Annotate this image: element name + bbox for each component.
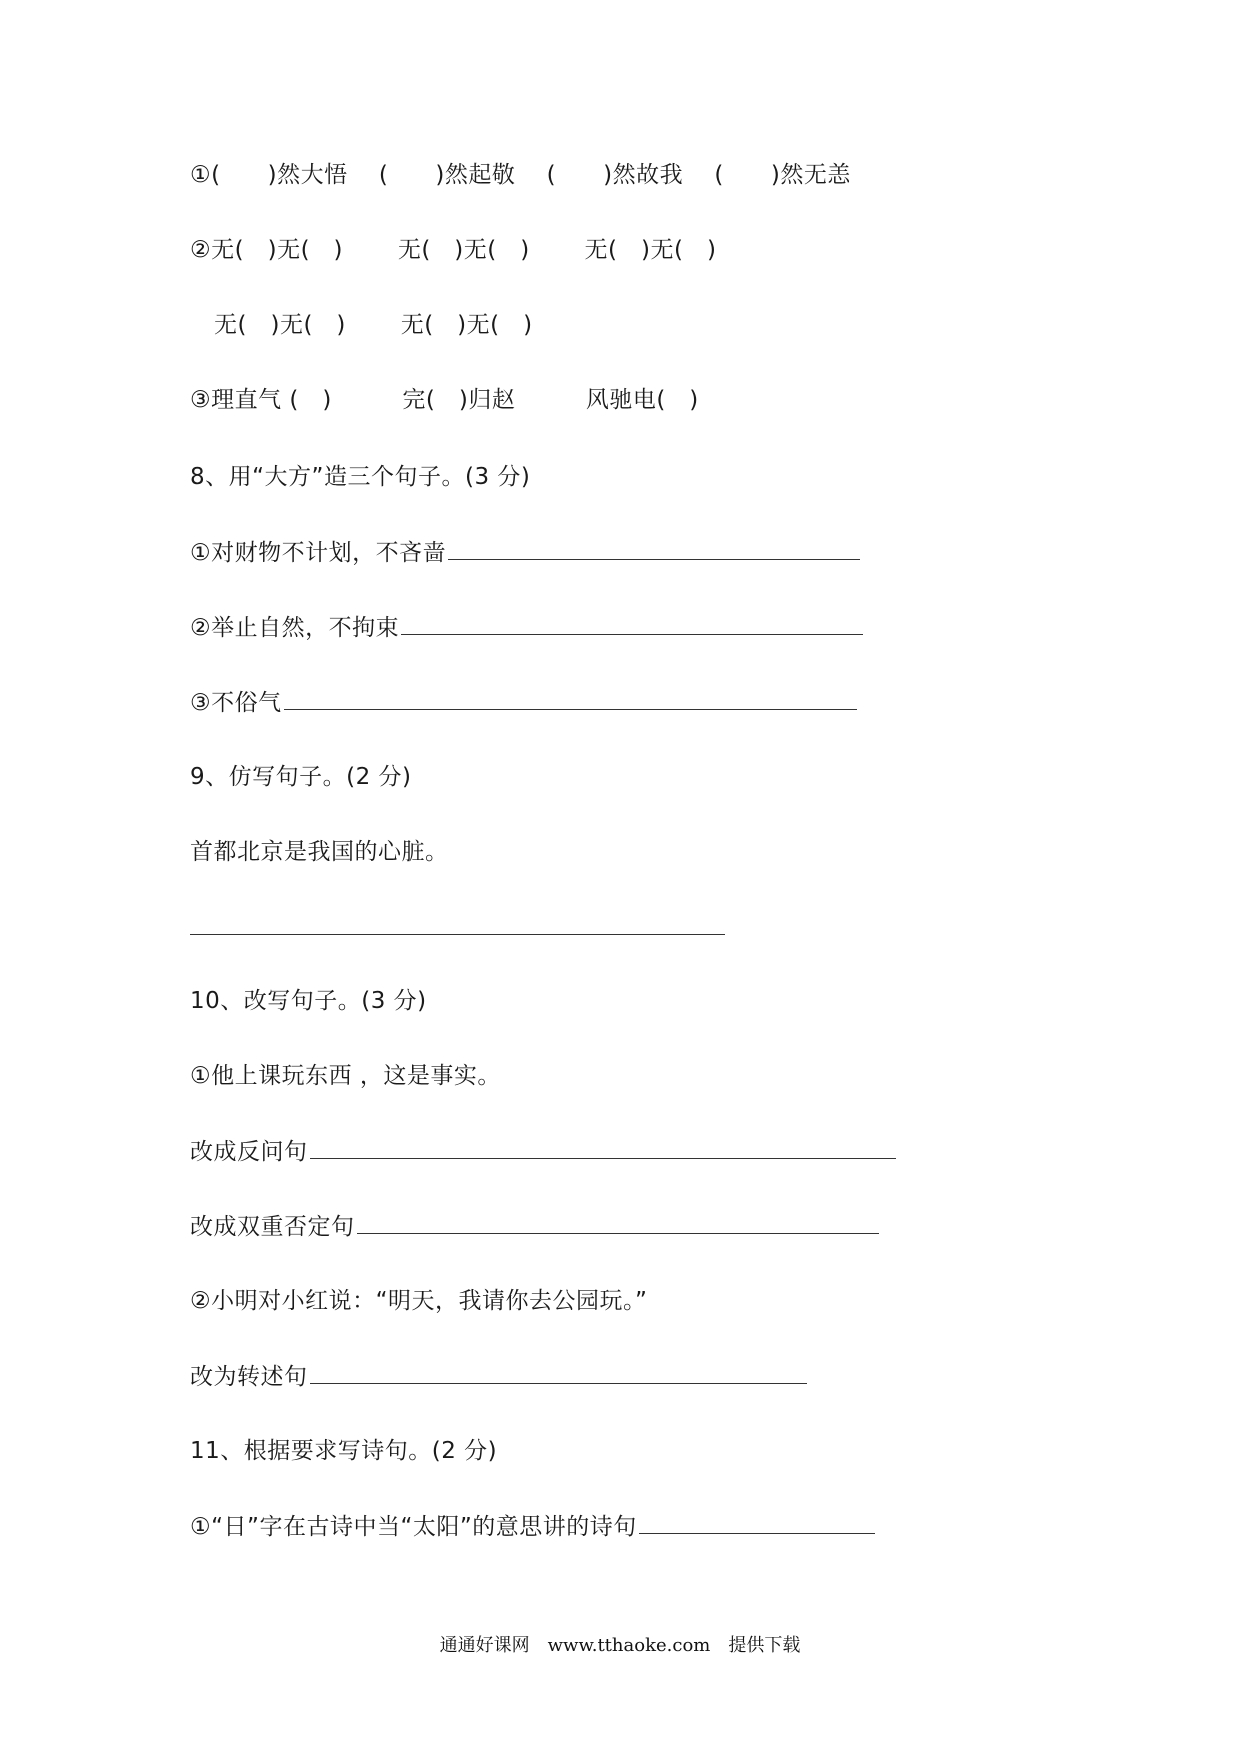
q8-item2 bbox=[190, 612, 863, 643]
q7-row2: ②无( )无( ) 无( )无( ) 无( )无( ) bbox=[190, 237, 717, 263]
q8-item2-text: ②举止自然，不拘束 bbox=[190, 615, 400, 641]
q7-row4: ③理直气 ( ) 完( )归赵 风驰电( ) bbox=[190, 387, 699, 413]
answer-blank[interactable] bbox=[357, 1211, 879, 1234]
answer-blank[interactable] bbox=[310, 1136, 896, 1159]
q8-item1 bbox=[190, 537, 860, 568]
page-footer: 通通好课网 www.tthaoke.com 提供下载 bbox=[439, 1635, 801, 1656]
q11-item1 bbox=[190, 1511, 875, 1542]
answer-blank[interactable] bbox=[639, 1511, 875, 1534]
answer-blank[interactable] bbox=[284, 687, 857, 710]
q11-title: 11、根据要求写诗句。(2 分) bbox=[190, 1438, 498, 1464]
q8-item3-text: ③不俗气 bbox=[190, 690, 282, 716]
q10-sentence1: ①他上课玩东西 ，这是事实。 bbox=[190, 1063, 501, 1089]
q10-title: 10、改写句子。(3 分) bbox=[190, 988, 427, 1014]
q7-row3: 无( )无( ) 无( )无( ) bbox=[214, 312, 533, 338]
q7-row1: ①( )然大悟 ( )然起敬 ( )然故我 ( )然无恙 bbox=[190, 162, 851, 188]
q9-title: 9、仿写句子。(2 分) bbox=[190, 764, 412, 790]
q10-indirect bbox=[190, 1361, 807, 1392]
q9-answer-line bbox=[190, 912, 725, 943]
answer-blank[interactable] bbox=[448, 537, 860, 560]
q8-title: 8、用“大方”造三个句子。(3 分) bbox=[190, 464, 531, 490]
q10-double-negative bbox=[190, 1211, 879, 1242]
q9-example: 首都北京是我国的心脏。 bbox=[190, 839, 449, 865]
q10-sentence2: ②小明对小红说：“明天，我请你去公园玩。” bbox=[190, 1288, 648, 1314]
q10-rhetorical-label: 改成反问句 bbox=[190, 1139, 308, 1165]
q8-item3 bbox=[190, 687, 857, 718]
q10-double-negative-label: 改成双重否定句 bbox=[190, 1214, 355, 1240]
answer-blank[interactable] bbox=[401, 612, 863, 635]
answer-blank[interactable] bbox=[190, 912, 725, 935]
q11-item1-text: ①“日”字在古诗中当“太阳”的意思讲的诗句 bbox=[190, 1514, 637, 1540]
q10-indirect-label: 改为转述句 bbox=[190, 1364, 308, 1390]
answer-blank[interactable] bbox=[310, 1361, 807, 1384]
q8-item1-text: ①对财物不计划，不吝啬 bbox=[190, 540, 447, 566]
q10-rhetorical bbox=[190, 1136, 896, 1167]
